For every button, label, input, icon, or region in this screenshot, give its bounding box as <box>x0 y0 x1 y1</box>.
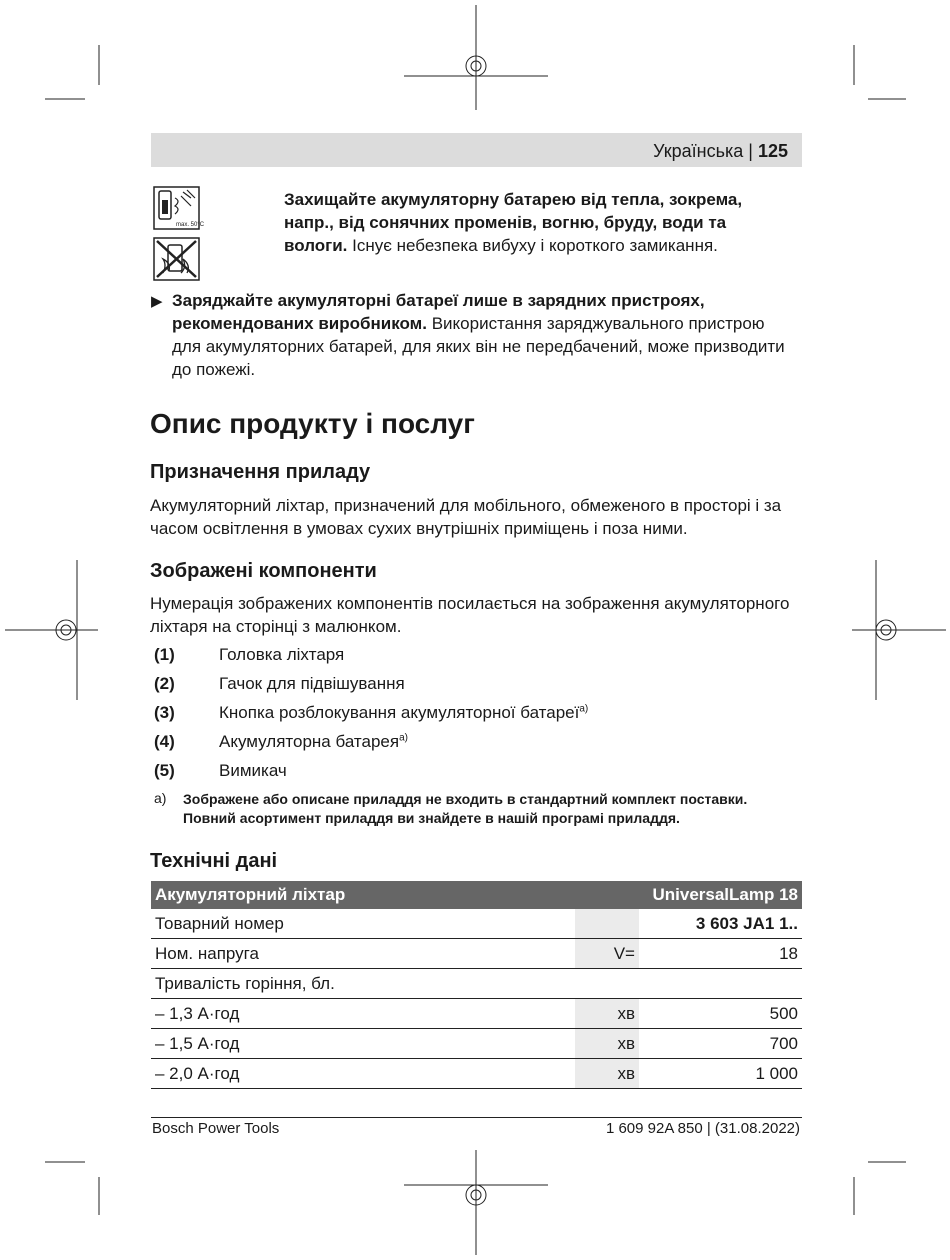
purpose-text: Акумуляторний ліхтар, призначений для мобільного, обмеженого в просторі і за часом освітлення в умовах сухих внутрішніх приміщень і поза ними. <box>150 496 782 538</box>
heat-warning-bold: Захищайте акумуляторну батарею від тепла, зокрема, напр., від сонячних променів, вогню, бруду, води та вологи. <box>284 190 743 255</box>
page-header <box>151 133 802 167</box>
footnote-text <box>183 790 793 828</box>
tech-title: Технічні дані <box>150 850 278 872</box>
table-row <box>151 969 802 999</box>
fire-water-forbidden-icon <box>153 237 200 281</box>
table-row <box>151 1059 802 1089</box>
components-title: Зображені компоненти <box>150 560 377 582</box>
row-label: Товарний номер <box>151 909 575 939</box>
row-label: – 1,3 А·год <box>151 999 575 1029</box>
component-number: (2) <box>154 674 175 693</box>
svg-text:max. 50°C: max. 50°C <box>176 222 205 228</box>
bullet-marker: ▶ <box>151 293 163 310</box>
charging-warning-text <box>172 289 792 381</box>
component-label: Гачок для підвішування <box>219 674 405 693</box>
heat-warning-icon <box>153 186 205 230</box>
heat-warning-text <box>284 188 794 257</box>
row-label: – 2,0 А·год <box>151 1059 575 1089</box>
row-unit <box>575 909 639 939</box>
row-value: 1 000 <box>639 1059 802 1089</box>
component-label: Кнопка розблокування акумуляторної батареї$^{a)}$ <box>219 703 589 722</box>
table-row <box>151 999 802 1029</box>
component-number: (3) <box>154 703 175 722</box>
table-row <box>151 1029 802 1059</box>
page-number: 125 <box>757 141 788 161</box>
components-intro: Нумерація зображених компонентів посилається на зображення акумуляторного ліхтаря на сторінці з малюнком. <box>150 594 790 636</box>
footer-right: 1 609 92A 850 | (31.08.2022) <box>605 1120 800 1137</box>
charging-warning-normal: Використання заряджувального пристрою для акумуляторних батарей, для яких він не передбачений, може призводити до пожежі. <box>172 314 785 379</box>
row-value: 18 <box>639 939 802 969</box>
table-row <box>151 909 802 939</box>
component-label: Головка ліхтаря <box>219 645 345 664</box>
row-label: Тривалість горіння, бл. <box>151 969 575 999</box>
tech-data-table <box>151 881 802 1089</box>
row-label: – 1,5 А·год <box>151 1029 575 1059</box>
heat-warning-normal: Існує небезпека вибуху і короткого замикання. <box>352 236 718 255</box>
section-title: Опис продукту і послуг <box>150 408 475 439</box>
footnote-mark: a) <box>154 790 167 806</box>
component-number: (1) <box>154 645 175 664</box>
table-header-row <box>151 881 802 909</box>
row-value: 3 603 JA1 1.. <box>639 909 802 939</box>
row-unit: хв <box>575 999 639 1029</box>
row-value: 700 <box>639 1029 802 1059</box>
row-unit: V= <box>575 939 639 969</box>
table-header-left: Акумуляторний ліхтар <box>151 881 639 909</box>
footnote-line: Зображене або описане приладдя не входить в стандартний комплект поставки. <box>183 791 748 807</box>
charging-warning-bold: Заряджайте акумуляторні батареї лише в зарядних пристроях, рекомендованих виробником. <box>172 291 705 333</box>
row-unit <box>575 969 639 999</box>
purpose-title: Призначення приладу <box>150 461 371 483</box>
header-text: Українська | 125 <box>653 141 788 161</box>
row-unit: хв <box>575 1059 639 1089</box>
header-language: Українська <box>653 141 744 161</box>
table-row <box>151 939 802 969</box>
row-label: Ном. напруга <box>151 939 575 969</box>
component-label: Вимикач <box>219 761 287 780</box>
footer-rule <box>151 1117 802 1118</box>
footnote-line: Повний асортимент приладдя ви знайдете в нашій програмі приладдя. <box>183 810 680 826</box>
table-header-right: UniversalLamp 18 <box>639 881 802 909</box>
row-value <box>639 969 802 999</box>
component-number: (5) <box>154 761 175 780</box>
row-unit: хв <box>575 1029 639 1059</box>
footer-left: Bosch Power Tools <box>152 1120 280 1137</box>
row-value: 500 <box>639 999 802 1029</box>
component-number: (4) <box>154 732 175 751</box>
component-label: Акумуляторна батарея$^{a)}$ <box>219 732 408 751</box>
